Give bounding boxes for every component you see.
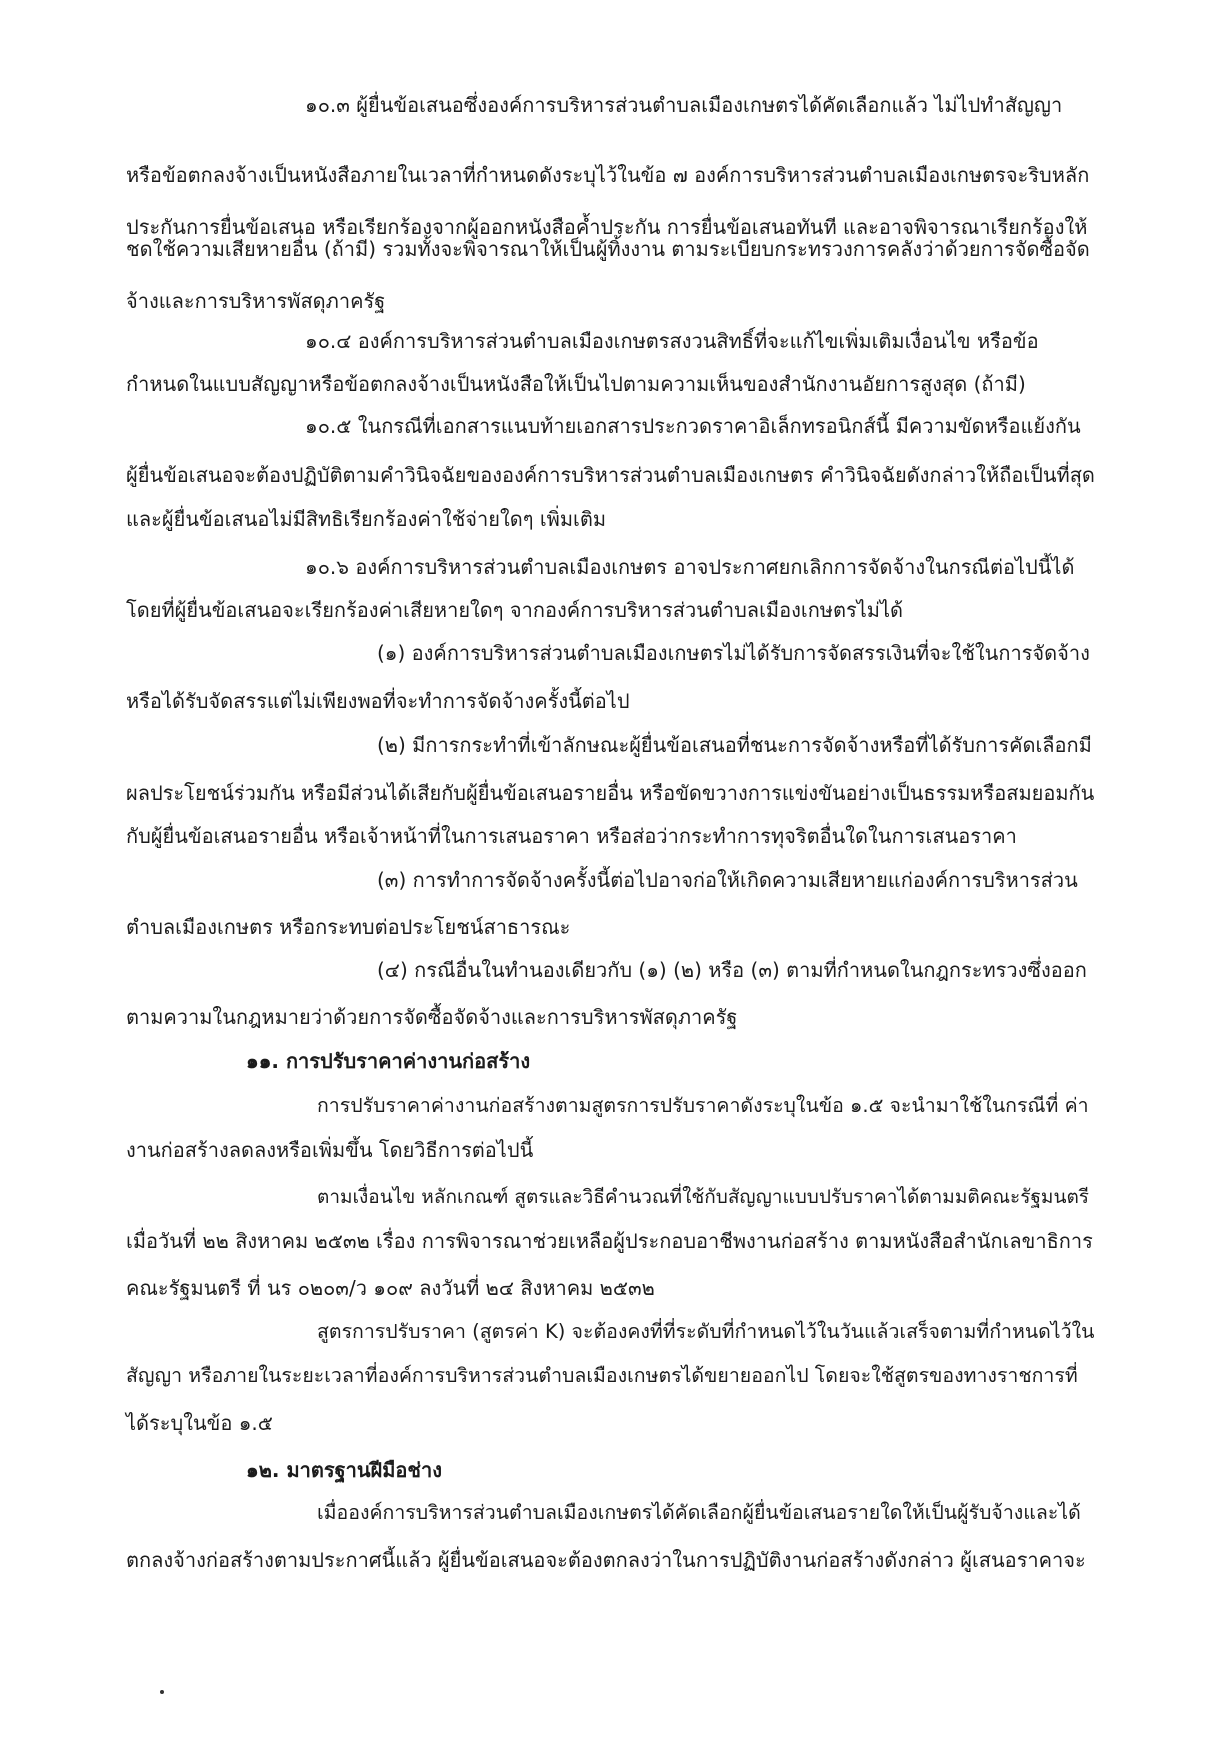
text-line: ตำบลเมืองเกษตร หรือกระทบต่อประโยชน์สาธารณะ bbox=[126, 915, 571, 939]
text-line: ๑๐.๔ องค์การบริหารส่วนตำบลเมืองเกษตรสงวนสิทธิ์ที่จะแก้ไขเพิ่มเติมเงื่อนไข หรือข้อ bbox=[305, 329, 1039, 353]
section-heading: ๑๑. การปรับราคาค่างานก่อสร้าง bbox=[246, 1049, 531, 1073]
text-line: การปรับราคาค่างานก่อสร้างตามสูตรการปรับราคาดังระบุในข้อ ๑.๕ จะนำมาใช้ในกรณีที่ ค่า bbox=[317, 1094, 1089, 1117]
text-line: ผู้ยื่นข้อเสนอจะต้องปฏิบัติตามคำวินิจฉัยขององค์การบริหารส่วนตำบลเมืองเกษตร คำวินิจฉัยดังกล่าวให้ถือเป็นที่สุด bbox=[126, 463, 1095, 487]
text-line: ได้ระบุในข้อ ๑.๕ bbox=[126, 1411, 273, 1435]
text-line: จ้างและการบริหารพัสดุภาครัฐ bbox=[126, 289, 386, 313]
scan-speck bbox=[160, 1690, 164, 1694]
text-line: กับผู้ยื่นข้อเสนอรายอื่น หรือเจ้าหน้าที่ในการเสนอราคา หรือส่อว่ากระทำการทุจริตอื่นใดในการเสนอราคา bbox=[126, 824, 1017, 848]
text-line: ๑๐.๓ ผู้ยื่นข้อเสนอซึ่งองค์การบริหารส่วนตำบลเมืองเกษตรได้คัดเลือกแล้ว ไม่ไปทำสัญญา bbox=[305, 93, 1063, 117]
text-line: สูตรการปรับราคา (สูตรค่า K) จะต้องคงที่ที่ระดับที่กำหนดไว้ในวันแล้วเสร็จตามที่กำหนดไว้ใน bbox=[317, 1320, 1095, 1343]
text-line: กำหนดในแบบสัญญาหรือข้อตกลงจ้างเป็นหนังสือให้เป็นไปตามความเห็นของสำนักงานอัยการสูงสุด (ถ้ามี) bbox=[126, 372, 1026, 396]
text-line: ประกันการยื่นข้อเสนอ หรือเรียกร้องจากผู้ออกหนังสือค้ำประกัน การยื่นข้อเสนอทันที และอาจพิจารณาเรียกร้องให้ bbox=[126, 215, 1088, 239]
text-line: (๔) กรณีอื่นในทำนองเดียวกับ (๑) (๒) หรือ (๓) ตามที่กำหนดในกฎกระทรวงซึ่งออก bbox=[377, 958, 1087, 982]
section-heading: ๑๒. มาตรฐานฝีมือช่าง bbox=[246, 1458, 443, 1482]
text-line: ตกลงจ้างก่อสร้างตามประกาศนี้แล้ว ผู้ยื่นข้อเสนอจะต้องตกลงว่าในการปฏิบัติงานก่อสร้างดังกล่าว ผู้เสนอราคาจะ bbox=[126, 1548, 1086, 1572]
text-line: โดยที่ผู้ยื่นข้อเสนอจะเรียกร้องค่าเสียหายใดๆ จากองค์การบริหารส่วนตำบลเมืองเกษตรไม่ได้ bbox=[126, 598, 904, 622]
text-line: หรือข้อตกลงจ้างเป็นหนังสือภายในเวลาที่กำหนดดังระบุไว้ในข้อ ๗ องค์การบริหารส่วนตำบลเมืองเกษตรจะริบหลัก bbox=[126, 163, 1090, 187]
text-line: เมื่อวันที่ ๒๒ สิงหาคม ๒๕๓๒ เรื่อง การพิจารณาช่วยเหลือผู้ประกอบอาชีพงานก่อสร้าง ตามหนังสือสำนักเลขาธิการ bbox=[126, 1229, 1093, 1253]
text-line: คณะรัฐมนตรี ที่ นร ๐๒๐๓/ว ๑๐๙ ลงวันที่ ๒๔ สิงหาคม ๒๕๓๒ bbox=[126, 1276, 655, 1300]
text-line: และผู้ยื่นข้อเสนอไม่มีสิทธิเรียกร้องค่าใช้จ่ายใดๆ เพิ่มเติม bbox=[126, 507, 607, 531]
text-line: ผลประโยชน์ร่วมกัน หรือมีส่วนได้เสียกับผู้ยื่นข้อเสนอรายอื่น หรือขัดขวางการแข่งขันอย่างเป็นธรรมหรือสมยอมกัน bbox=[126, 781, 1095, 805]
text-line: ชดใช้ความเสียหายอื่น (ถ้ามี) รวมทั้งจะพิจารณาให้เป็นผู้ทิ้งงาน ตามระเบียบกระทรวงการคลังว่าด้วยการจัดซื้อจัด bbox=[126, 237, 1090, 261]
text-line: ตามเงื่อนไข หลักเกณฑ์ สูตรและวิธีคำนวณที่ใช้กับสัญญาแบบปรับราคาได้ตามมติคณะรัฐมนตรี bbox=[317, 1186, 1089, 1208]
text-line: ๑๐.๖ องค์การบริหารส่วนตำบลเมืองเกษตร อาจประกาศยกเลิกการจัดจ้างในกรณีต่อไปนี้ได้ bbox=[305, 555, 1075, 579]
text-line: เมื่อองค์การบริหารส่วนตำบลเมืองเกษตรได้คัดเลือกผู้ยื่นข้อเสนอรายใดให้เป็นผู้รับจ้างและได้ bbox=[317, 1501, 1081, 1524]
text-line: งานก่อสร้างลดลงหรือเพิ่มขึ้น โดยวิธีการต่อไปนี้ bbox=[126, 1138, 534, 1162]
text-line: (๑) องค์การบริหารส่วนตำบลเมืองเกษตรไม่ได้รับการจัดสรรเงินที่จะใช้ในการจัดจ้าง bbox=[377, 641, 1090, 665]
text-line: (๒) มีการกระทำที่เข้าลักษณะผู้ยื่นข้อเสนอที่ชนะการจัดจ้างหรือที่ได้รับการคัดเลือกมี bbox=[377, 733, 1092, 757]
text-line: ตามความในกฎหมายว่าด้วยการจัดซื้อจัดจ้างและการบริหารพัสดุภาครัฐ bbox=[126, 1005, 738, 1029]
text-line: หรือได้รับจัดสรรแต่ไม่เพียงพอที่จะทำการจัดจ้างครั้งนี้ต่อไป bbox=[126, 689, 630, 713]
text-line: ๑๐.๕ ในกรณีที่เอกสารแนบท้ายเอกสารประกวดราคาอิเล็กทรอนิกส์นี้ มีความขัดหรือแย้งกัน bbox=[305, 414, 1081, 438]
text-line: (๓) การทำการจัดจ้างครั้งนี้ต่อไปอาจก่อให้เกิดความเสียหายแก่องค์การบริหารส่วน bbox=[377, 868, 1078, 892]
text-line: สัญญา หรือภายในระยะเวลาที่องค์การบริหารส่วนตำบลเมืองเกษตรได้ขยายออกไป โดยจะใช้สูตรของทางราชการที่ bbox=[126, 1364, 1078, 1387]
